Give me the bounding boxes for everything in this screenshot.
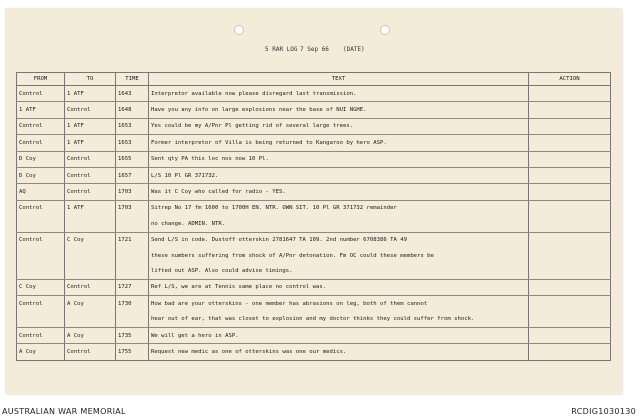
cell-from: Control — [17, 232, 65, 248]
cell-text: Former interpretor of Villa is being returned to Kangaroo by hero ASP. — [149, 135, 529, 151]
cell-from — [17, 263, 65, 279]
cell-to: Control — [65, 167, 116, 183]
cell-text: lifted out ASP. Also could advise timings. — [149, 263, 529, 279]
log-table — [16, 72, 611, 361]
cell-from: Control — [17, 135, 65, 151]
cell-time: 1648 — [116, 102, 149, 118]
cell-from: Control — [17, 86, 65, 102]
punch-hole — [234, 25, 244, 35]
table-row — [17, 200, 611, 216]
archive-credit: AUSTRALIAN WAR MEMORIAL — [2, 407, 126, 416]
cell-from: Control — [17, 296, 65, 312]
cell-action — [529, 200, 611, 216]
table-row — [17, 344, 611, 360]
cell-to — [65, 216, 116, 232]
date-label: (DATE) — [343, 46, 365, 53]
cell-action — [529, 327, 611, 343]
cell-time: 1735 — [116, 327, 149, 343]
table-row — [17, 232, 611, 248]
cell-action — [529, 279, 611, 295]
cell-action — [529, 232, 611, 248]
cell-action — [529, 311, 611, 327]
cell-action — [529, 86, 611, 102]
table-row — [17, 184, 611, 200]
table-row — [17, 102, 611, 118]
cell-time: 1703 — [116, 184, 149, 200]
cell-time: 1657 — [116, 167, 149, 183]
cell-action — [529, 248, 611, 263]
cell-to: Control — [65, 344, 116, 360]
cell-action — [529, 184, 611, 200]
table-row — [17, 248, 611, 263]
cell-text: hear out of ear, that was closet to explosion and my doctor thinks they could suffer from shock. — [149, 311, 529, 327]
cell-from: AQ — [17, 184, 65, 200]
cell-time: 1643 — [116, 86, 149, 102]
table-row — [17, 86, 611, 102]
table-row — [17, 327, 611, 343]
cell-text: Request new medic as one of otterskins was one our medics. — [149, 344, 529, 360]
col-time-header: TIME — [116, 73, 149, 86]
cell-text: Send L/S in code. Dustoff otterskin 2781647 TA 109. 2nd number 6708386 TA 49 — [149, 232, 529, 248]
cell-time — [116, 248, 149, 263]
cell-from: C Coy — [17, 279, 65, 295]
log-date: 7 Sep 66 — [300, 46, 329, 53]
cell-to: Control — [65, 279, 116, 295]
cell-to: Control — [65, 184, 116, 200]
col-to-header: TO — [65, 73, 116, 86]
cell-action — [529, 167, 611, 183]
table-row — [17, 151, 611, 167]
cell-text: How bad are your otterskins - one member has abrasions on leg, both of them cannot — [149, 296, 529, 312]
cell-time: 1703 — [116, 200, 149, 216]
punch-hole — [380, 25, 390, 35]
cell-from: Control — [17, 118, 65, 134]
cell-action — [529, 344, 611, 360]
table-row — [17, 296, 611, 312]
cell-to: 1 ATF — [65, 200, 116, 216]
cell-from: A Coy — [17, 344, 65, 360]
cell-text: Sent qty PA this loc nos now 10 Pl. — [149, 151, 529, 167]
table-row — [17, 118, 611, 134]
cell-text: Have you any info on large explosions near the base of NUI NGHE. — [149, 102, 529, 118]
cell-time: 1655 — [116, 151, 149, 167]
cell-to: A Coy — [65, 327, 116, 343]
cell-time — [116, 216, 149, 232]
cell-action — [529, 296, 611, 312]
cell-text: these numbers suffering from shock of A/Pnr detonation. Fm OC could these members be — [149, 248, 529, 263]
cell-from — [17, 248, 65, 263]
col-text-header: TEXT — [149, 73, 529, 86]
cell-action — [529, 135, 611, 151]
log-body — [17, 86, 611, 361]
cell-action — [529, 263, 611, 279]
cell-action — [529, 151, 611, 167]
cell-to: 1 ATF — [65, 135, 116, 151]
cell-text: no change. ADMIN. NTR. — [149, 216, 529, 232]
col-from-header: FROM — [17, 73, 65, 86]
cell-to — [65, 311, 116, 327]
cell-from — [17, 311, 65, 327]
col-action-header: ACTION — [529, 73, 611, 86]
cell-text: Sitrep No 17 fm 1600 to 1700H EN. NTR. OWN SIT. 10 Pl GR 371732 remainder — [149, 200, 529, 216]
cell-action — [529, 118, 611, 134]
archive-id: RCDIG1030130 — [571, 407, 636, 416]
cell-to: Control — [65, 102, 116, 118]
cell-from: Control — [17, 327, 65, 343]
table-header-row — [17, 73, 611, 86]
cell-time: 1727 — [116, 279, 149, 295]
cell-text: Was it C Coy who called for radio - YES. — [149, 184, 529, 200]
table-row — [17, 135, 611, 151]
table-row — [17, 279, 611, 295]
cell-from: D Coy — [17, 151, 65, 167]
table-row — [17, 311, 611, 327]
cell-to: Control — [65, 151, 116, 167]
cell-from — [17, 216, 65, 232]
table-row — [17, 167, 611, 183]
cell-to: 1 ATF — [65, 118, 116, 134]
cell-action — [529, 216, 611, 232]
cell-time: 1730 — [116, 296, 149, 312]
cell-to — [65, 263, 116, 279]
cell-text: Ref L/S, we are at Tennis same place no control was. — [149, 279, 529, 295]
cell-text: Interpretor available now please disregard last transmission. — [149, 86, 529, 102]
cell-time: 1721 — [116, 232, 149, 248]
cell-text: We will get a hero in ASP. — [149, 327, 529, 343]
cell-to: A Coy — [65, 296, 116, 312]
cell-text: L/S 10 Pl GR 371732. — [149, 167, 529, 183]
log-title: 5 RAR LOG — [265, 46, 298, 53]
cell-to — [65, 248, 116, 263]
cell-time: 1755 — [116, 344, 149, 360]
cell-text: Yes could be my A/Pnr Pl getting rid of several large trees. — [149, 118, 529, 134]
cell-to: 1 ATF — [65, 86, 116, 102]
cell-action — [529, 102, 611, 118]
cell-time: 1653 — [116, 118, 149, 134]
cell-from: D Coy — [17, 167, 65, 183]
cell-time — [116, 311, 149, 327]
cell-time: 1653 — [116, 135, 149, 151]
cell-to: C Coy — [65, 232, 116, 248]
cell-from: Control — [17, 200, 65, 216]
table-row — [17, 216, 611, 232]
cell-time — [116, 263, 149, 279]
table-row — [17, 263, 611, 279]
cell-from: 1 ATF — [17, 102, 65, 118]
